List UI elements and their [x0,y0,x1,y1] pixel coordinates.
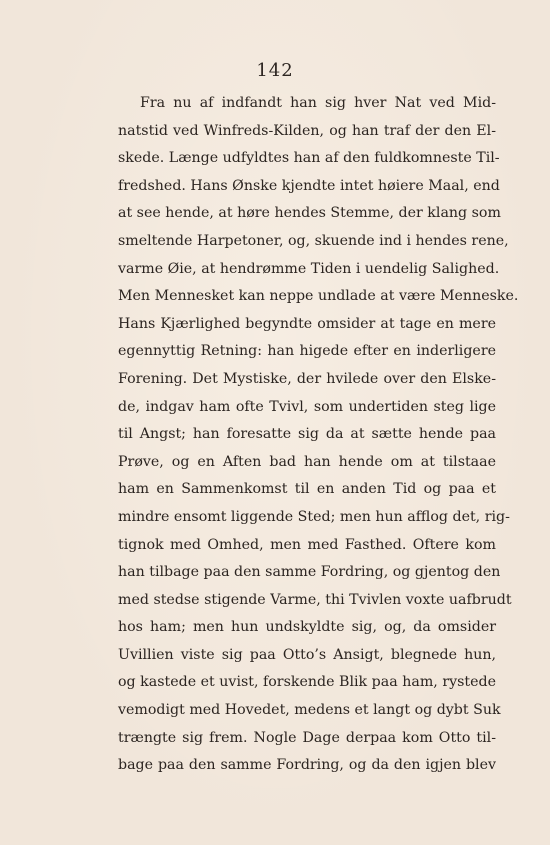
text-line: vemodigt med Hovedet, medens et langt og dybt Suk [118,702,501,719]
text-line: natstid ved Winfreds-Kilden, og han traf der den El- [118,122,496,139]
text-line: ham en Sammenkomst til en anden Tid og paa et [118,481,496,498]
text-line: Men Mennesket kan neppe undlade at være Menneske. [118,288,519,305]
text-line: med stedse stigende Varme, thi Tvivlen voxte uafbrudt [118,591,512,608]
text-line: mindre ensomt liggende Sted; men hun afflog det, rig- [118,508,510,525]
text-line: Forening. Det Mystiske, der hvilede over den Elske- [118,370,496,387]
text-line: varme Øie, at hendrømme Tiden i uendelig Salighed. [118,260,500,277]
body-text [118,90,519,780]
text-line: Uvillien viste sig paa Otto’s Ansigt, blegnede hun, [118,646,496,663]
text-line: trængte sig frem. Nogle Dage derpaa kom Otto til- [118,729,496,746]
text-line: hos ham; men hun undskyldte sig, og, da omsider [118,619,496,636]
text-line: skede. Længe udfyldtes han af den fuldkomneste Til- [118,150,500,167]
text-line: Hans Kjærlighed begyndte omsider at tage en mere [118,315,496,332]
text-line: bage paa den samme Fordring, og da den igjen blev [118,757,496,774]
text-line: egennyttig Retning: han higede efter en inderligere [118,343,496,360]
text-line: fredshed. Hans Ønske kjendte intet høiere Maal, end [118,177,500,194]
text-line: de, indgav ham ofte Tvivl, som undertiden steg lige [118,398,496,415]
text-line: og kastede et uvist, forskende Blik paa ham, rystede [118,674,496,691]
text-line: at see hende, at høre hendes Stemme, der klang som [118,205,501,222]
text-line: han tilbage paa den samme Fordring, og gjentog den [118,564,501,581]
text-line: Fra nu af indfandt han sig hver Nat ved Mid- [140,95,496,111]
text-line: smeltende Harpetoner, og, skuende ind i hendes rene, [118,232,509,249]
text-line: tignok med Omhed, men med Fasthed. Oftere kom [118,536,496,553]
page-number: 142 [256,60,294,81]
text-line: til Angst; han foresatte sig da at sætte hende paa [118,426,496,443]
text-line: Prøve, og en Aften bad han hende om at tilstaae [118,453,496,470]
